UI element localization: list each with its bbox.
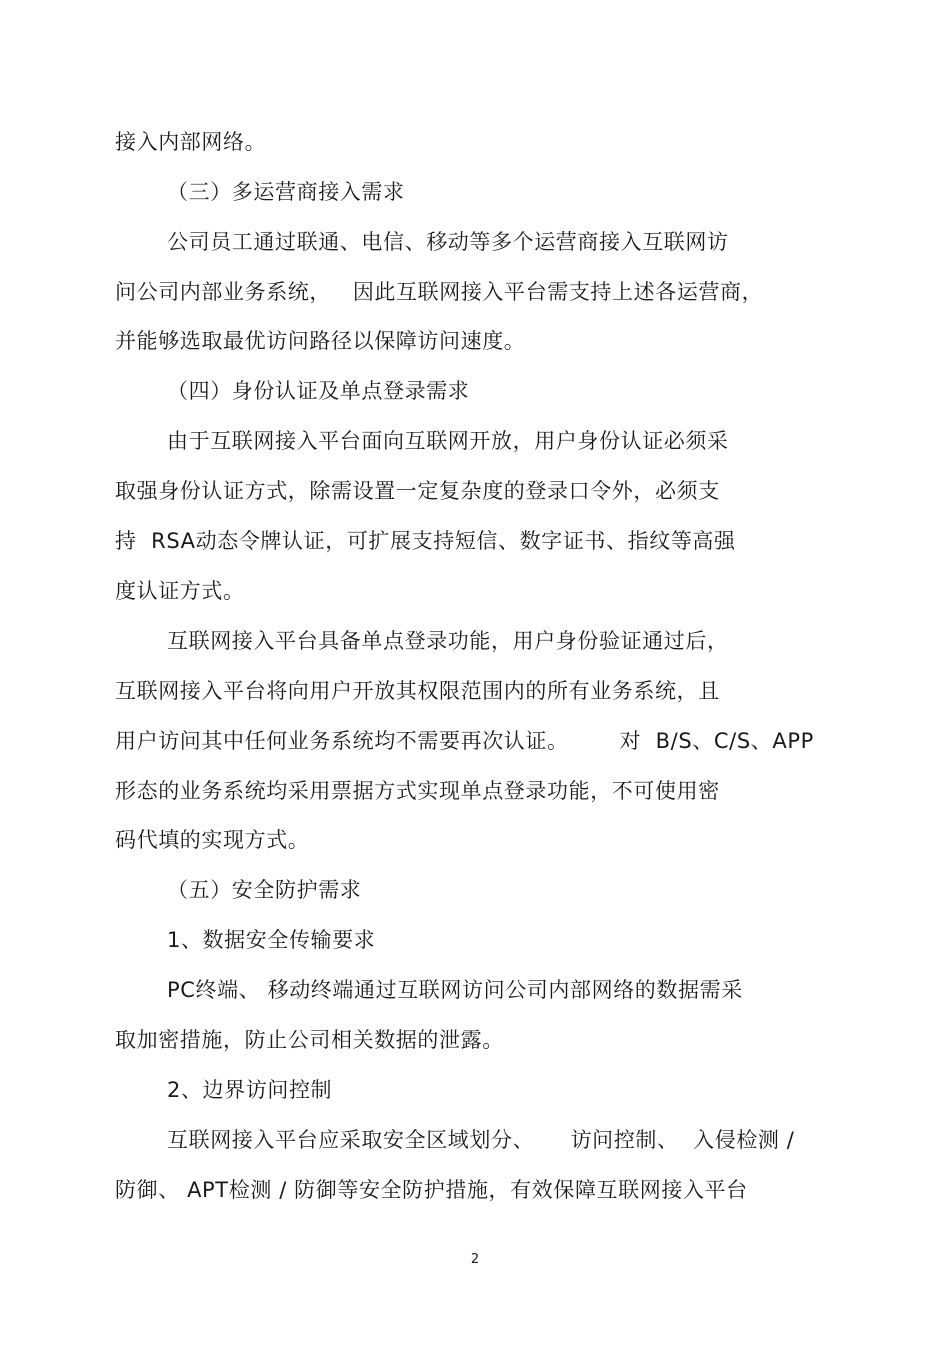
paragraph-line: 用户访问其中任何业务系统均不需要再次认证。 对 B/S、C/S、APP <box>115 729 814 753</box>
paragraph-line: 取加密措施，防止公司相关数据的泄露。 <box>115 1028 504 1052</box>
section-heading-4: （四）身份认证及单点登录需求 <box>167 379 470 403</box>
paragraph-line: 形态的业务系统均采用票据方式实现单点登录功能，不可使用密 <box>115 779 720 803</box>
paragraph-line: 度认证方式。 <box>115 579 245 603</box>
paragraph-line: 接入内部网络。 <box>115 130 267 154</box>
paragraph-line: PC终端、 移动终端通过互联网访问公司内部网络的数据需采 <box>167 978 743 1002</box>
paragraph-line: 防御、 APT检测 / 防御等安全防护措施，有效保障互联网接入平台 <box>115 1178 748 1202</box>
paragraph-line: 公司员工通过联通、电信、移动等多个运营商接入互联网访 <box>167 230 729 254</box>
page-number: 2 <box>470 1252 480 1267</box>
subsection-heading-2: 2、边界访问控制 <box>167 1078 333 1102</box>
paragraph-line: 由于互联网接入平台面向互联网开放，用户身份认证必须采 <box>167 429 729 453</box>
paragraph-line: 问公司内部业务系统， 因此互联网接入平台需支持上述各运营商， <box>115 280 764 304</box>
section-heading-5: （五）安全防护需求 <box>167 878 362 902</box>
paragraph-line: 持 RSA动态令牌认证，可扩展支持短信、数字证书、指纹等高强 <box>115 529 736 553</box>
subsection-heading-1: 1、数据安全传输要求 <box>167 928 376 952</box>
paragraph-line: 互联网接入平台具备单点登录功能，用户身份验证通过后， <box>167 629 729 653</box>
paragraph-line: 并能够选取最优访问路径以保障访问速度。 <box>115 329 526 353</box>
paragraph-line: 互联网接入平台应采取安全区域划分、 访问控制、 入侵检测 / <box>167 1128 795 1152</box>
paragraph-line: 互联网接入平台将向用户开放其权限范围内的所有业务系统，且 <box>115 679 720 703</box>
paragraph-line: 码代填的实现方式。 <box>115 828 310 852</box>
section-heading-3: （三）多运营商接入需求 <box>167 180 405 204</box>
paragraph-line: 取强身份认证方式，除需设置一定复杂度的登录口令外，必须支 <box>115 479 720 503</box>
